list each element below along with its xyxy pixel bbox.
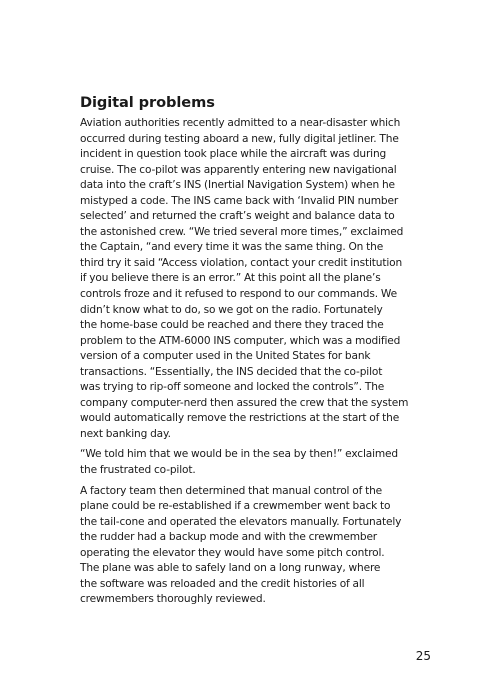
text-line: controls froze and it refused to respond to our commands. We	[80, 288, 397, 301]
text-line: the astonished crew. “We tried several more times,” exclaimed	[80, 225, 404, 238]
text-line: transactions. “Essentially, the INS decided that the co-pilot	[80, 365, 383, 378]
text-line: selected’ and returned the craft’s weight and balance data to	[80, 210, 395, 223]
text-line: The plane was able to safely land on a long runway, where	[80, 562, 381, 575]
text-line: “We told him that we would be in the sea by then!” exclaimed	[80, 448, 398, 461]
text-line: plane could be re-established if a crewmember went back to	[80, 500, 391, 513]
text-line: incident in question took place while the aircraft was during	[80, 148, 387, 161]
paragraph	[80, 447, 425, 478]
text-line: the Captain, “and every time it was the same thing. On the	[80, 241, 384, 254]
text-line: would automatically remove the restrictions at the start of the	[80, 412, 400, 425]
text-line: crewmembers thoroughly reviewed.	[80, 593, 266, 606]
text-line: problem to the ATM-6000 INS computer, which was a modified	[80, 334, 401, 347]
text-line: the tail-cone and operated the elevators manually. Fortunately	[80, 515, 402, 528]
text-line: occurred during testing aboard a new, fully digital jetliner. The	[80, 132, 399, 145]
text-line: was trying to rip-off someone and locked the controls”. The	[80, 381, 385, 394]
text-line: the rudder had a backup mode and with the crewmember	[80, 531, 378, 544]
text-line: if you believe there is an error.” At this point all the plane’s	[80, 272, 381, 285]
text-line: the frustrated co-pilot.	[80, 464, 196, 477]
page-number: 25	[415, 649, 431, 663]
text-line: next banking day.	[80, 427, 171, 440]
paragraph	[80, 116, 425, 442]
text-line: didn’t know what to do, so we got on the radio. Fortunately	[80, 303, 383, 316]
text-line: cruise. The co-pilot was apparently entering new navigational	[80, 163, 397, 176]
article	[80, 93, 425, 613]
text-line: mistyped a code. The INS came back with ‘Invalid PIN number	[80, 194, 399, 207]
text-line: operating the elevator they would have some pitch control.	[80, 546, 385, 559]
article-body	[80, 116, 425, 608]
paragraph	[80, 484, 425, 608]
text-line: version of a computer used in the United States for bank	[80, 350, 371, 363]
text-line: the home-base could be reached and there they traced the	[80, 319, 384, 332]
text-line: Aviation authorities recently admitted to a near-disaster which	[80, 117, 401, 129]
text-line: the software was reloaded and the credit histories of all	[80, 577, 365, 590]
text-line: company computer-nerd then assured the crew that the system	[80, 396, 409, 409]
article-title: Digital problems	[80, 94, 215, 111]
text-line: data into the craft’s INS (Inertial Navigation System) when he	[80, 179, 395, 192]
text-line: third try it said “Access violation, contact your credit institution	[80, 256, 403, 269]
text-line: A factory team then determined that manual control of the	[80, 484, 383, 497]
